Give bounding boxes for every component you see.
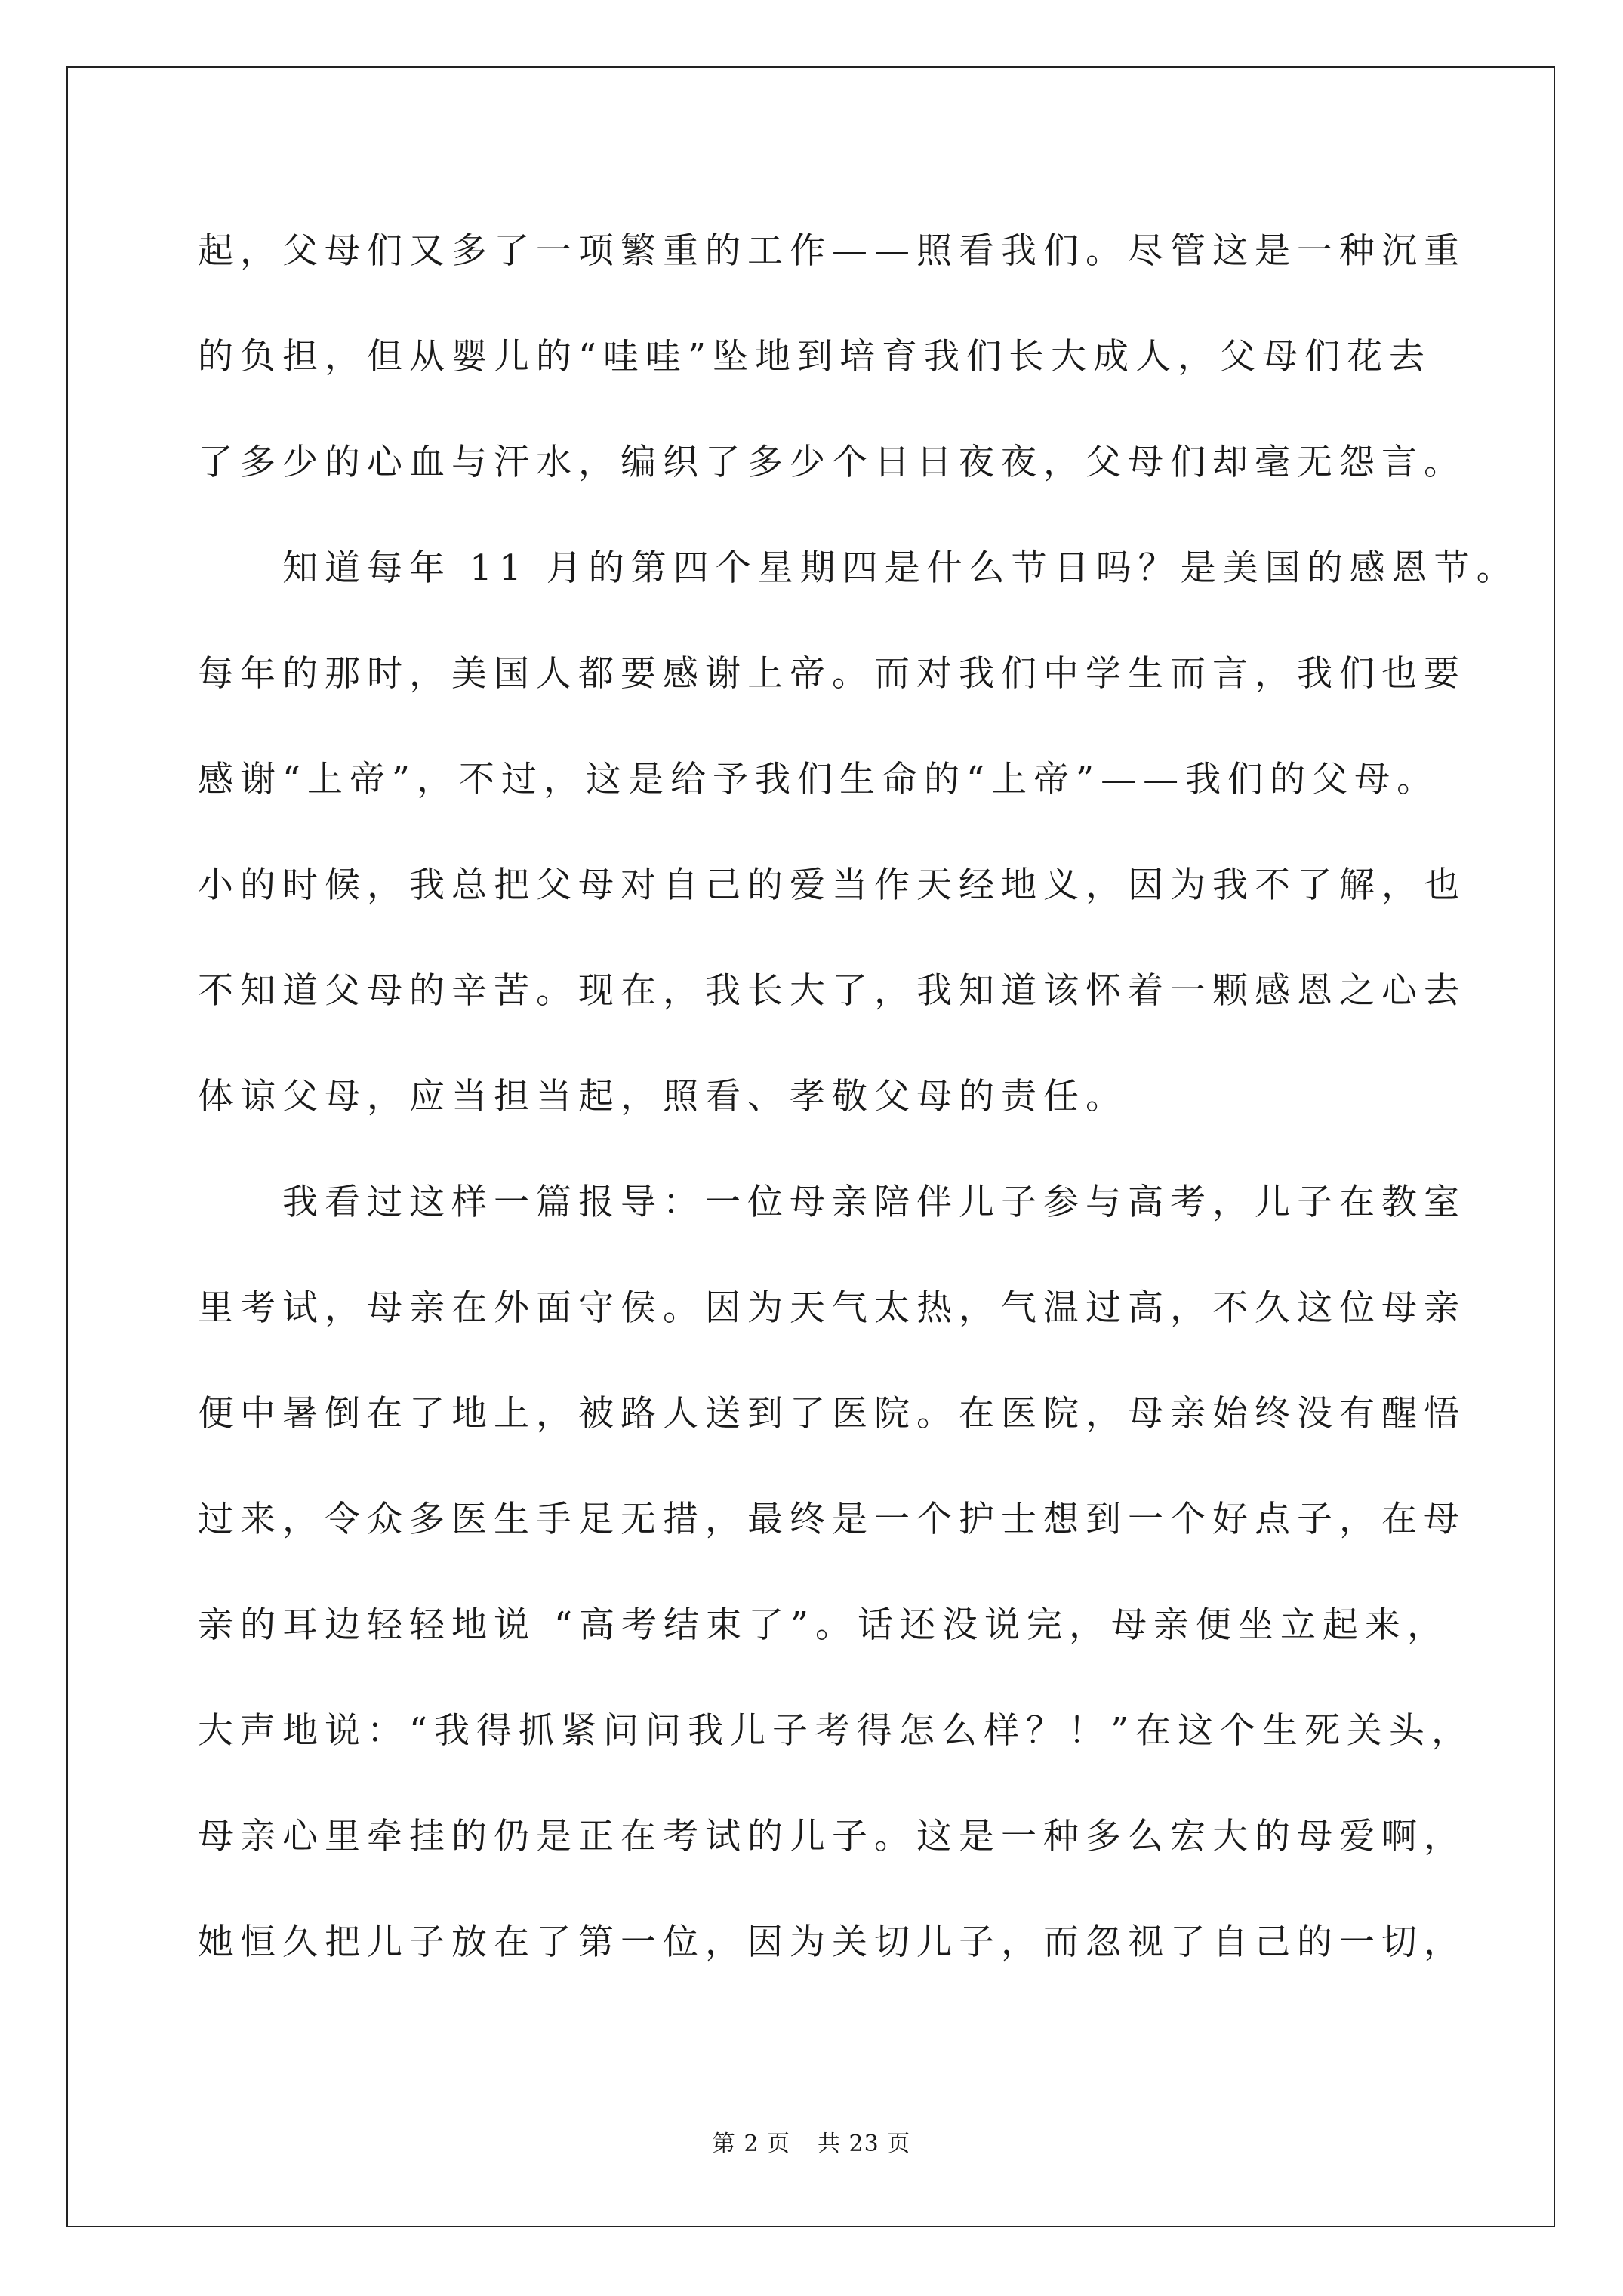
text-line: 她恒久把儿子放在了第一位，因为关切儿子，而忽视了自己的一切， xyxy=(198,1922,1466,1963)
page-border xyxy=(66,66,1555,2227)
text-line: 的负担，但从婴儿的“哇哇”坠地到培育我们长大成人，父母们花去 xyxy=(198,336,1432,378)
text-line: 了多少的心血与汗水，编织了多少个日日夜夜，父母们却毫无怨言。 xyxy=(198,442,1466,483)
text-line: 感谢“上帝”，不过，这是给予我们生命的“上帝”——我们的父母。 xyxy=(198,759,1440,800)
text-line: 大声地说：“我得抓紧问问我儿子考得怎么样？！”在这个生死关头， xyxy=(198,1710,1474,1752)
text-line: 我看过这样一篇报导：一位母亲陪伴儿子参与高考，儿子在教室 xyxy=(198,1182,1466,1223)
page-footer xyxy=(0,2131,1623,2158)
text-line: 亲的耳边轻轻地说 “高考结束了”。话还没说完，母亲便坐立起来， xyxy=(198,1604,1449,1646)
text-line: 过来，令众多医生手足无措，最终是一个护士想到一个好点子，在母 xyxy=(198,1499,1466,1540)
text-line: 里考试，母亲在外面守侯。因为天气太热，气温过高，不久这位母亲 xyxy=(198,1287,1466,1329)
text-line: 体谅父母，应当担当起，照看、孝敬父母的责任。 xyxy=(198,1076,1128,1117)
page-number: 第 2 页 xyxy=(712,2131,790,2157)
text-line: 起，父母们又多了一项繁重的工作——照看我们。尽管这是一种沉重 xyxy=(198,230,1466,272)
text-line: 每年的那时，美国人都要感谢上帝。而对我们中学生而言，我们也要 xyxy=(198,653,1466,695)
page-total: 共 23 页 xyxy=(817,2131,911,2157)
text-line: 母亲心里牵挂的仍是正在考试的儿子。这是一种多么宏大的母爱啊， xyxy=(198,1816,1466,1857)
text-line: 便中暑倒在了地上，被路人送到了医院。在医院，母亲始终没有醒悟 xyxy=(198,1393,1466,1435)
text-line: 小的时候，我总把父母对自己的爱当作天经地义，因为我不了解，也 xyxy=(198,864,1466,906)
text-line: 知道每年 11 月的第四个星期四是什么节日吗？是美国的感恩节。 xyxy=(198,547,1519,589)
text-line: 不知道父母的辛苦。现在，我长大了，我知道该怀着一颗感恩之心去 xyxy=(198,970,1466,1012)
